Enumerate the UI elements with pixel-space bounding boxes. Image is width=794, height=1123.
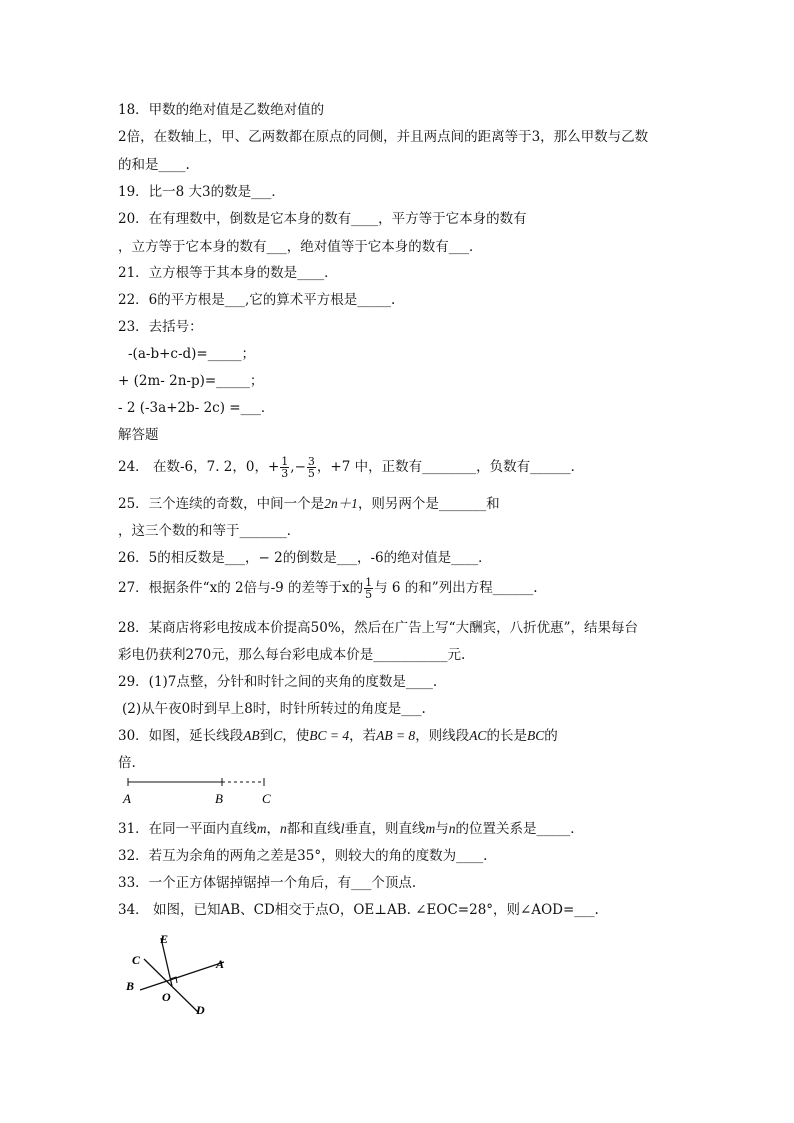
intersecting-lines-figure: [118, 926, 248, 1020]
q30-math-bc4: BC = 4: [309, 728, 350, 743]
q31-text: 与: [435, 821, 449, 837]
q33: 33．一个正方体锯掉锯掉一个角后，有___个顶点.: [118, 875, 417, 891]
fraction-denominator: 5: [365, 588, 373, 601]
q18-line1: 18．甲数的绝对值是乙数绝对值的: [118, 102, 325, 118]
q28-line2: 彩电仍获利270元，那么每台彩电成本价是___________元.: [118, 647, 466, 663]
q30-math-bc: BC: [526, 728, 545, 743]
fraction-3-5: [307, 456, 316, 479]
q30-line1: [118, 726, 558, 746]
label-b: B: [126, 979, 135, 993]
q25-post: ，则另两个是_______和: [357, 496, 500, 512]
q31-math-n: n: [448, 821, 456, 836]
fraction-numerator: 1: [365, 576, 373, 589]
fraction-1-3: [280, 456, 289, 479]
q20-line2: ，立方等于它本身的数有___，绝对值等于它本身的数有___．: [118, 239, 483, 255]
label-e: E: [160, 932, 169, 946]
q31-math-m: m: [256, 821, 267, 836]
label-b: B: [215, 791, 223, 806]
q24-mid: ,−: [290, 459, 306, 475]
q30-line2: 倍.: [118, 755, 136, 771]
q29-line1: 29．(1)7点整，分针和时针之间的夹角的度数是____.: [118, 674, 438, 690]
q30-text: ，若: [349, 728, 377, 744]
q30-math-ab: AB: [243, 728, 260, 743]
q19: 19．比一8 大3的数是___．: [118, 184, 285, 200]
q30-math-ac: AC: [469, 728, 487, 743]
q26: 26．5的相反数是___，− 2的倒数是___，-6的绝对值是____．: [118, 550, 492, 566]
q23-line1: 23．去括号：: [118, 319, 203, 335]
section-heading: 解答题: [118, 427, 159, 443]
q25-pre: 25．三个连续的奇数，中间一个是: [118, 496, 325, 512]
q27-post: 与 6 的和”列出方程______.: [374, 580, 538, 596]
q24-post: ，+7 中，正数有________，负数有______．: [316, 459, 585, 475]
q30-text: 的长是: [486, 728, 527, 744]
q31-text: 都和直线: [286, 821, 341, 837]
label-o: O: [162, 990, 171, 1004]
q31-math-n: n: [279, 821, 287, 836]
q21: 21．立方根等于其本身的数是____．: [118, 265, 338, 281]
q31-text: 的位置关系是_____．: [455, 821, 584, 837]
q31-text: 垂直，则直线: [344, 821, 426, 837]
q31-text: ，: [266, 821, 280, 837]
fraction-denominator: 3: [281, 467, 289, 480]
q32: 32．若互为余角的两角之差是35°，则较大的角的度数为____.: [118, 848, 488, 864]
q22: 22．6的平方根是___,它的算术平方根是_____.: [118, 292, 396, 308]
q23-line3: + (2m- 2n-p)=_____；: [118, 373, 264, 389]
q25-line1: [118, 494, 500, 514]
q30-text: ，使: [282, 728, 310, 744]
q30-math-ab8: AB = 8: [376, 728, 416, 743]
q31-text: 31．在同一平面内直线: [118, 821, 257, 837]
q30-text: 到: [259, 728, 274, 744]
q20-line1: 20．在有理数中，倒数是它本身的数有____，平方等于它本身的数有: [118, 211, 527, 227]
fraction-1-5: [364, 577, 373, 600]
segment-figure: [118, 774, 288, 808]
label-c: C: [132, 953, 141, 967]
line-ab: [140, 962, 224, 990]
q24: [118, 456, 584, 479]
q30-text: 的: [544, 728, 558, 744]
label-d: D: [196, 1003, 205, 1017]
q28-line1: 28．某商店将彩电按成本价提高50%，然后在广告上写“大酬宾，八折优惠”，结果每台: [118, 620, 638, 636]
fraction-numerator: 3: [307, 455, 315, 468]
q29-line2: (2)从午夜0时到早上8时，时针所转过的角度是___.: [122, 701, 426, 717]
q31-math-l: l: [340, 821, 345, 836]
q24-pre: 24． 在数-6，7. 2，0，+: [118, 459, 280, 475]
q18-line2: 2倍，在数轴上，甲、乙两数都在原点的同侧，并且两点间的距离等于3，那么甲数与乙数: [118, 129, 649, 145]
q18-line3: 的和是____.: [118, 157, 190, 173]
q31: [118, 819, 584, 839]
q27: [118, 577, 538, 600]
label-a: A: [216, 957, 225, 971]
q23-line4: - 2 (-3a+2b- 2c) =___．: [118, 400, 275, 416]
q30-text: ，则线段: [415, 728, 470, 744]
q30-math-c: C: [273, 728, 283, 743]
q25-expression: 2n＋1: [324, 496, 358, 511]
q27-pre: 27．根据条件“x的 2倍与-9 的差等于x的: [118, 580, 364, 596]
q25-line2: ，这三个数的和等于_______．: [118, 523, 301, 539]
q23-line2: -(a-b+c-d)=_____；: [128, 346, 255, 362]
label-c: C: [262, 791, 271, 806]
q34: 34． 如图，已知AB、CD相交于点O，OE⊥AB. ∠EOC=28°，则∠AOD=___.: [118, 902, 599, 918]
q31-math-m: m: [425, 821, 436, 836]
q30-text: 30．如图，延长线段: [118, 728, 244, 744]
label-a: A: [123, 791, 131, 806]
fraction-denominator: 5: [307, 467, 315, 480]
fraction-numerator: 1: [281, 455, 289, 468]
